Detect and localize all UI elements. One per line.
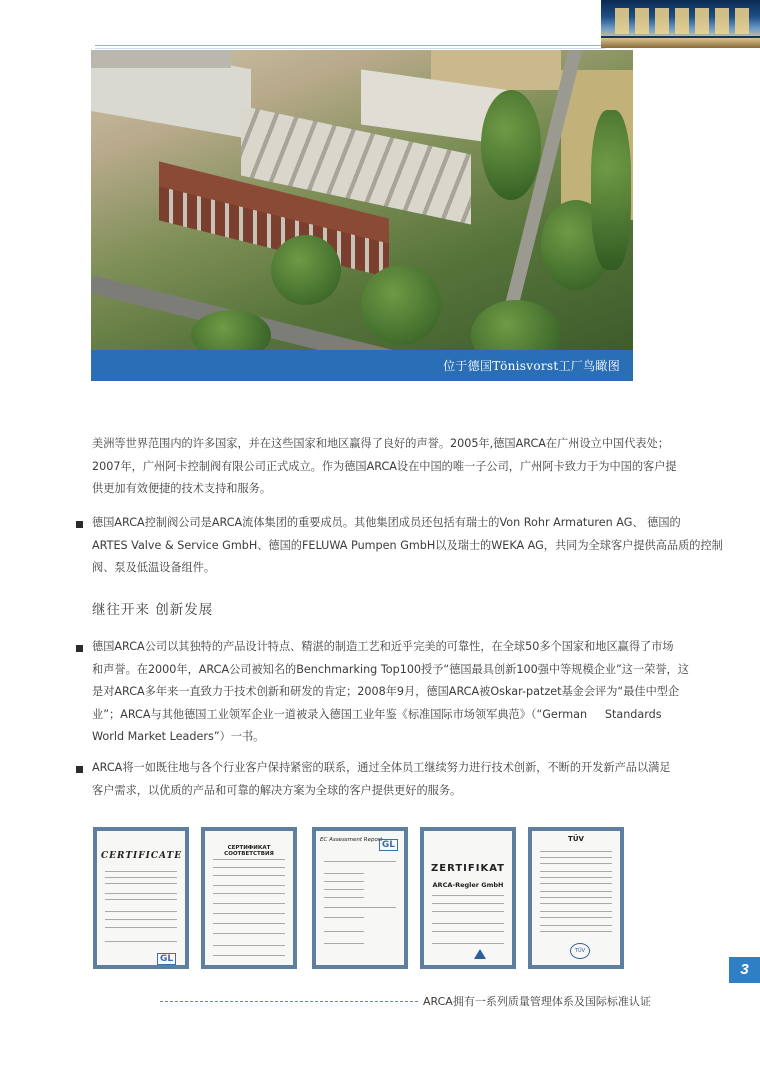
gl-logo: GL [157,953,176,965]
text-line: 德国ARCA控制阀公司是ARCA流体集团的重要成员。其他集团成员还包括有瑞士的Von Rohr Armaturen AG、 德国的 [92,516,681,529]
paragraph-awards [92,636,689,749]
certificate-title: ZERTIFIKAT [431,863,505,874]
text-line: World Market Leaders”）一书。 [92,730,265,743]
text-line: 业”；ARCA与其他德国工业领军企业一道被录入德国工业年鉴《标准国际市场领军典范》（“German Standards [92,707,662,721]
page-number: 3 [729,957,760,983]
certificate-gl [93,827,189,969]
header-building-image [601,0,760,48]
text-line: 客户需求，以优质的产品和可靠的解决方案为全球的客户提供更好的服务。 [92,783,462,797]
gl-logo: GL [379,839,398,851]
tuv-seal-icon: TÜV [570,943,590,959]
certificate-title: СЕРТИФИКАТ СООТВЕТСТВИЯ [224,845,274,857]
certificate-tuv [528,827,624,969]
text-line: 是对ARCA多年来一直致力于技术创新和研发的肯定；2008年9月，德国ARCA被Oskar-patzet基金会评为“最佳中型企 [92,685,680,698]
paragraph-commitment [92,757,671,802]
text-line: 德国ARCA公司以其独特的产品设计特点、精湛的制造工艺和近乎完美的可靠性，在全球50多个国家和地区赢得了市场 [92,640,674,653]
bullet-square [76,645,83,652]
header-rule [95,45,605,46]
paragraph-group-members [92,512,723,580]
factory-aerial-photo [91,50,633,350]
footer-caption: ARCA拥有一系列质量管理体系及国际标准认证 [423,995,651,1008]
footer-dotted-rule [160,1001,418,1002]
certificate-gost [201,827,297,969]
bullet-square [76,766,83,773]
text-line: 和声誉。在2000年，ARCA公司被知名的Benchmarking Top100授予“德国最具创新100强中等规模企业”这一荣誉，这 [92,662,689,676]
certificate-ec-assessment [312,827,408,969]
bullet-square [76,521,83,528]
text-line: 美洲等世界范围内的许多国家，并在这些国家和地区赢得了良好的声誉。2005年,德国ARCA在广州设立中国代表处； [92,437,669,450]
certificate-title: TÜV [568,835,584,843]
text-line: 供更加有效便捷的技术支持和服务。 [92,482,272,495]
section-heading: 继往开来 创新发展 [92,602,214,618]
certificate-zertifikat [420,827,516,969]
paragraph-intro [92,433,677,501]
certificate-company: ARCA-Regler GmbH [432,881,504,889]
certificate-title: EC Assessment Report [320,837,383,843]
text-line: ARTES Valve & Service GmbH、德国的FELUWA Pumpen GmbH以及瑞士的WEKA AG，共同为全球客户提供高品质的控制 [92,538,723,552]
text-line: ARCA将一如既往地与各个行业客户保持紧密的联系，通过全体员工继续努力进行技术创新，不断的开发新产品以满足 [92,761,671,774]
photo-caption: 位于德国Tönisvorst工厂鸟瞰图 [443,359,620,373]
tuv-triangle-icon [474,949,486,959]
header-rule-secondary [95,48,605,49]
text-line: 2007年，广州阿卡控制阀有限公司正式成立。作为德国ARCA设在中国的唯一子公司，广州阿卡致力于为中国的客户提 [92,459,677,473]
certificate-title: CERTIFICATE [101,851,183,861]
text-line: 阀、泵及低温设备组件。 [92,561,216,574]
